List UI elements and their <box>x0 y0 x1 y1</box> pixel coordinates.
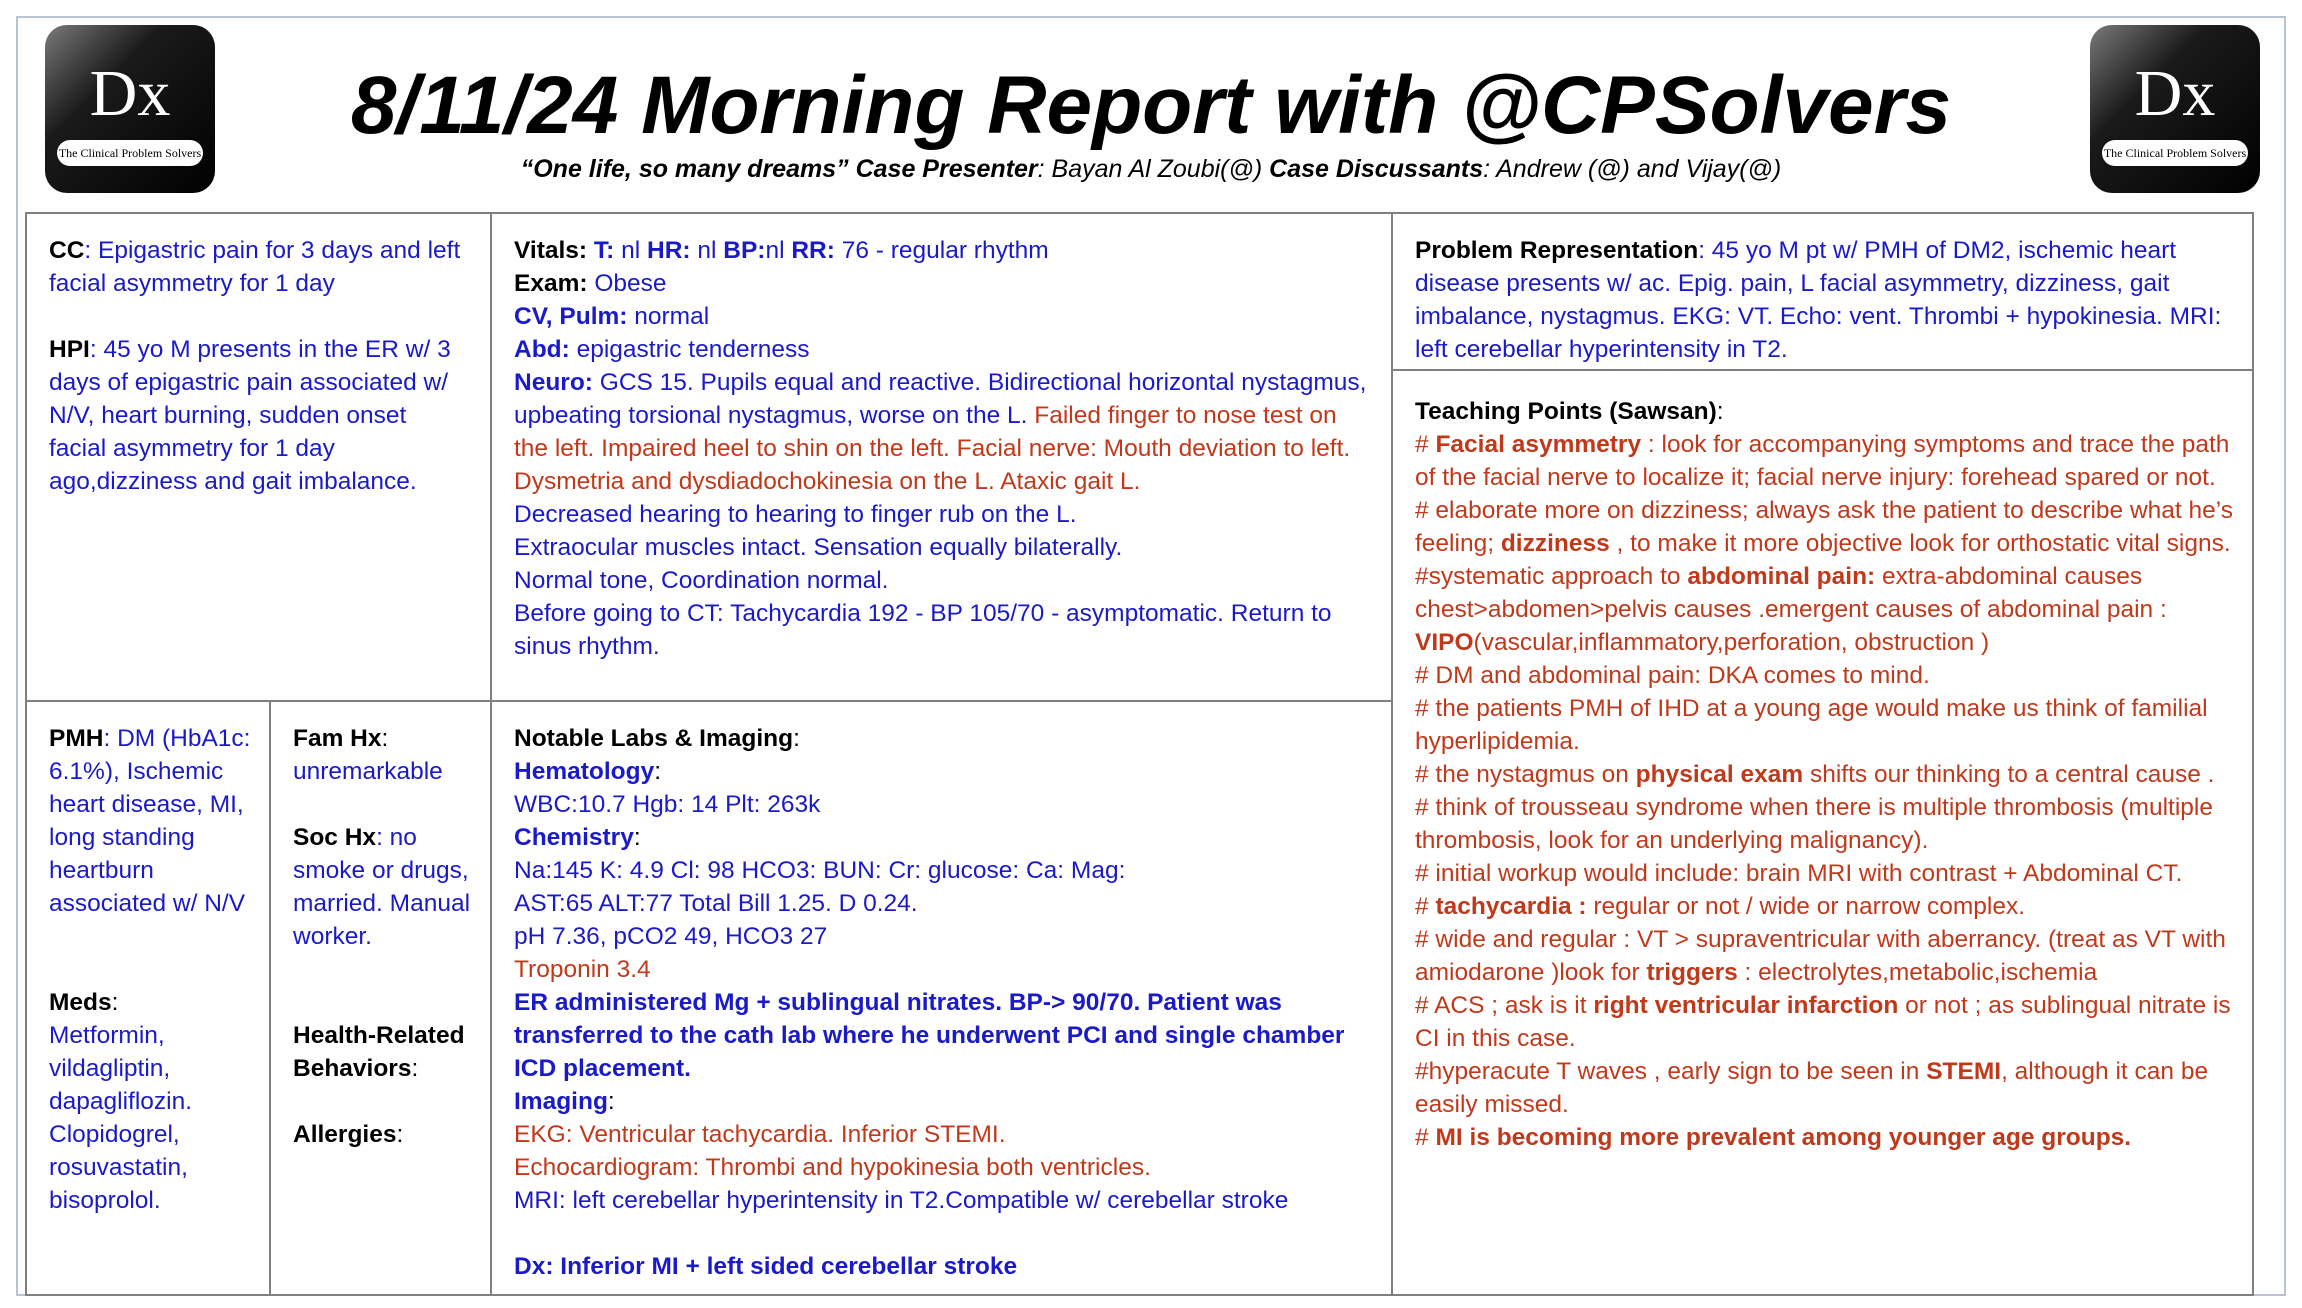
allergies-section: Allergies: <box>293 1121 404 1148</box>
exam-line <box>514 267 1367 300</box>
mri-result: MRI: left cerebellar hyperintensity in T2.Compatible w/ cerebellar stroke <box>514 1187 1289 1214</box>
cv-label: CV, Pulm: <box>514 303 628 330</box>
eom-line: Extraocular muscles intact. Sensation equally bilaterally. <box>514 534 1123 561</box>
teaching-point-4: # DM and abdominal pain: DKA comes to mind. <box>1415 662 1930 689</box>
soc-hx-label: Soc Hx <box>293 824 377 851</box>
cv-value: normal <box>627 303 710 330</box>
hr-value: nl <box>690 237 724 264</box>
t-value: nl <box>614 237 648 264</box>
cc-hpi-box <box>25 212 492 702</box>
bp-label: BP: <box>723 237 766 264</box>
teaching-point-8: # initial workup would include: brain MRI with contrast + Abdominal CT. <box>1415 860 2183 887</box>
discussants-names: : Andrew (@) and Vijay(@) <box>1483 155 1782 183</box>
hpi-text: : 45 yo M presents in the ER w/ 3 days of epigastric pain associated w/ N/V, heart burning, sudden onset facial asymmetry for 1 day ago,dizziness and gait imbalance. <box>49 336 451 495</box>
teaching-point-3: #systematic approach to abdominal pain: extra-abdominal causes chest>abdomen>pelvis causes .emergent causes of abdominal pain : VIPO(vascular,inflammatory,perforation, obstruction ) <box>1415 563 2167 656</box>
imaging-label: Imaging <box>514 1088 608 1115</box>
hematology-values: WBC:10.7 Hgb: 14 Plt: 263k <box>514 791 821 818</box>
teaching-title-line: Teaching Points (Sawsan): <box>1415 398 1724 425</box>
chemistry-heading: Chemistry: <box>514 824 641 851</box>
pmh-meds-box <box>25 700 271 1296</box>
labs-imaging-box <box>490 700 1393 1296</box>
dx-logo-right <box>2090 25 2260 193</box>
neuro-findings: GCS 15. Pupils equal and reactive. Bidirectional horizontal nystagmus, upbeating torsional nystagmus, worse on the L. <box>514 369 1367 429</box>
teaching-points-box <box>1391 369 2254 1296</box>
cc-label: CC <box>49 237 85 264</box>
rr-label: RR: <box>791 237 835 264</box>
page-title: 8/11/24 Morning Report with @CPSolvers <box>350 60 1952 151</box>
discussants-label: Case Discussants <box>1269 155 1484 183</box>
cv-line <box>514 300 1367 333</box>
abd-line <box>514 333 1367 366</box>
logo-tagline: The Clinical Problem Solvers <box>57 140 203 166</box>
neuro-exam <box>514 366 1367 498</box>
t-label: T: <box>593 237 615 264</box>
hearing-line: Decreased hearing to hearing to finger rub on the L. <box>514 501 1077 528</box>
exam-label: Exam: <box>514 270 588 297</box>
fam-hx-section: Fam Hx: <box>293 725 389 752</box>
cc-text: : Epigastric pain for 3 days and left facial asymmetry for 1 day <box>49 237 461 297</box>
hematology-heading: Hematology: <box>514 758 662 785</box>
teaching-point-2: # elaborate more on dizziness; always ask the patient to describe what he’s feeling; dizziness , to make it more objective look for orthostatic vital signs. <box>1415 497 2234 557</box>
bp-value: nl <box>765 237 792 264</box>
teaching-title: Teaching Points (Sawsan) <box>1415 398 1717 425</box>
pmh-section <box>49 722 255 920</box>
teaching-point-7: # think of trousseau syndrome when there is multiple thrombosis (multiple thrombosis, look for an underlying malignancy). <box>1415 794 2213 854</box>
health-behaviors-section: Health-Related Behaviors: <box>293 1022 465 1082</box>
hr-label: HR: <box>647 237 691 264</box>
teaching-point-13: # MI is becoming more prevalent among younger age groups. <box>1415 1124 2132 1151</box>
meds-label: Meds <box>49 989 112 1016</box>
vitals-label: Vitals: <box>514 237 588 264</box>
hematology-label: Hematology <box>514 758 655 785</box>
neuro-cerebellar-findings: Failed finger to nose test on the left. Impaired heel to shin on the left. Facial nerve: Mouth deviation to left. Dysmetria and dysdiadochokinesia on the L. Ataxic gait L. <box>514 402 1351 495</box>
hpi-label: HPI <box>49 336 90 363</box>
chemistry-line-2: AST:65 ALT:77 Total Bill 1.25. D 0.24. <box>514 890 918 917</box>
hpi-section <box>49 333 470 498</box>
neuro-label: Neuro: <box>514 369 593 396</box>
vitals-exam-box <box>490 212 1393 702</box>
fam-hx-label: Fam Hx <box>293 725 382 752</box>
ekg-result: EKG: Ventricular tachycardia. Inferior STEMI. <box>514 1121 1006 1148</box>
presenter-name: : Bayan Al Zoubi(@) <box>1037 155 1263 183</box>
teaching-point-12: #hyperacute T waves , early sign to be seen in STEMI, although it can be easily missed. <box>1415 1058 2209 1118</box>
tone-line: Normal tone, Coordination normal. <box>514 567 889 594</box>
problem-representation <box>1415 234 2234 366</box>
social-history-box <box>269 700 492 1296</box>
dx-logo-left <box>45 25 215 193</box>
soc-hx-text: : no smoke or drugs, married. Manual worker. <box>293 824 471 950</box>
vitals-line <box>514 234 1367 267</box>
presenter-label: Case Presenter <box>855 155 1038 183</box>
abd-value: epigastric tenderness <box>569 336 810 363</box>
teaching-point-1: # Facial asymmetry : look for accompanying symptoms and trace the path of the facial nerve to localize it; facial nerve injury: forehead spared or not. <box>1415 431 2230 491</box>
echo-result: Echocardiogram: Thrombi and hypokinesia both ventricles. <box>514 1154 1151 1181</box>
case-quote: “One life, so many dreams” <box>520 155 849 183</box>
health-behaviors-label: Health-Related Behaviors <box>293 1022 465 1082</box>
subtitle <box>230 154 2072 184</box>
labs-title: Notable Labs & Imaging <box>514 725 794 752</box>
cc-section <box>49 234 470 300</box>
meds-list: Metformin, vildagliptin, dapagliflozin. Clopidogrel, rosuvastatin, bisoprolol. <box>49 1022 193 1214</box>
troponin-value: Troponin 3.4 <box>514 956 651 983</box>
soc-hx-section <box>293 821 480 953</box>
chemistry-line-3: pH 7.36, pCO2 49, HCO3 27 <box>514 923 828 950</box>
logo-text: Dx <box>2134 57 2216 130</box>
allergies-label: Allergies <box>293 1121 397 1148</box>
abd-label: Abd: <box>514 336 570 363</box>
pmh-text: : DM (HbA1c: 6.1%), Ischemic heart disease, MI, long standing heartburn associated w/ N/V <box>49 725 251 917</box>
problem-representation-box <box>1391 212 2254 371</box>
teaching-point-5: # the patients PMH of IHD at a young age would make us think of familial hyperlipidemia. <box>1415 695 2208 755</box>
teaching-point-6: # the nystagmus on physical exam shifts our thinking to a central cause . <box>1415 761 2215 788</box>
final-diagnosis: Dx: Inferior MI + left sided cerebellar stroke <box>514 1253 1018 1280</box>
meds-section: Meds: <box>49 989 119 1016</box>
imaging-heading: Imaging: <box>514 1088 615 1115</box>
fam-hx-text: unremarkable <box>293 758 443 785</box>
logo-tagline: The Clinical Problem Solvers <box>2102 140 2248 166</box>
problem-rep-label: Problem Representation <box>1415 237 1699 264</box>
er-course: ER administered Mg + sublingual nitrates. BP-> 90/70. Patient was transferred to the cath lab where he underwent PCI and single chamber ICD placement. <box>514 989 1345 1082</box>
rr-value: 76 - regular rhythm <box>834 237 1049 264</box>
labs-title-line: Notable Labs & Imaging: <box>514 725 800 752</box>
teaching-point-11: # ACS ; ask is it right ventricular infarction or not ; as sublingual nitrate is CI in this case. <box>1415 992 2231 1052</box>
teaching-point-9: # tachycardia : regular or not / wide or narrow complex. <box>1415 893 2026 920</box>
teaching-point-10: # wide and regular : VT > supraventricular with aberrancy. (treat as VT with amiodarone )look for triggers : electrolytes,metabolic,ischemia <box>1415 926 2226 986</box>
exam-value: Obese <box>587 270 667 297</box>
logo-text: Dx <box>89 57 171 130</box>
problem-rep-text: : 45 yo M pt w/ PMH of DM2, ischemic heart disease presents w/ ac. Epig. pain, L facial asymmetry, dizziness, gait imbalance, nystagmus. EKG: VT. Echo: vent. Thrombi + hypokinesia. MRI: left cerebellar hyperintensity in T2. <box>1415 237 2222 363</box>
pmh-label: PMH <box>49 725 104 752</box>
chemistry-label: Chemistry <box>514 824 634 851</box>
chemistry-line-1: Na:145 K: 4.9 Cl: 98 HCO3: BUN: Cr: glucose: Ca: Mag: <box>514 857 1126 884</box>
ct-line: Before going to CT: Tachycardia 192 - BP 105/70 - asymptomatic. Return to sinus rhythm. <box>514 600 1332 660</box>
